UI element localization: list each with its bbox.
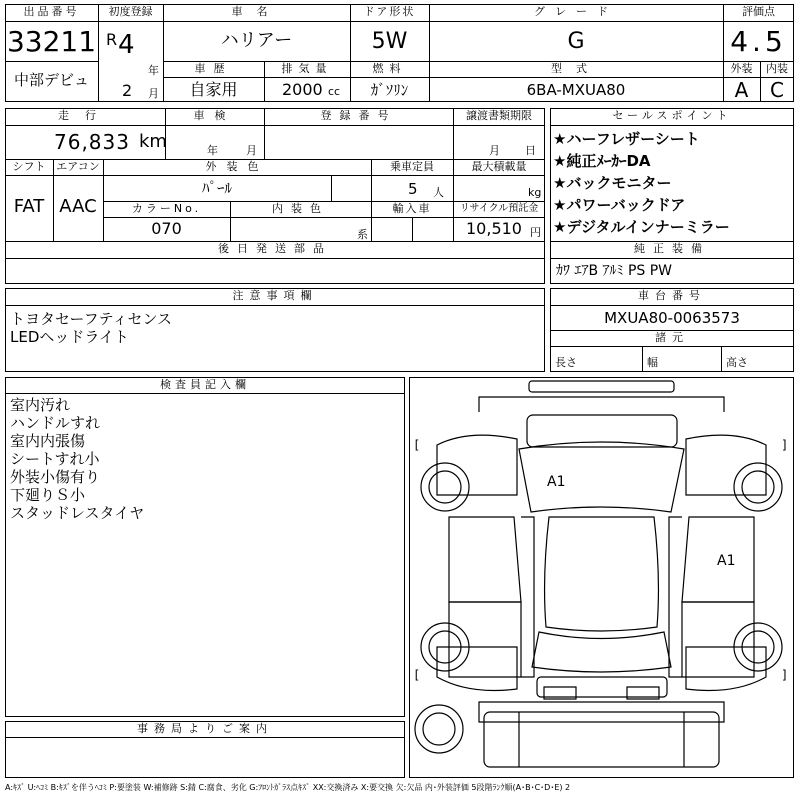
front-left-wheel-inner — [429, 471, 461, 503]
legend: A:ｷｽﾞ U:ﾍｺﾐ B:ｷｽﾞを伴うﾍｺﾐ P:要塗装 W:補修跡 S:錆 C:腐食、劣化 G:ﾌﾛﾝﾄｶﾞﾗｽ点ｷｽﾞ XX:交換済み X:要交換 欠:欠品 内･外装評価 5段階ﾗﾝｸ順(A･B･C･D･E) 2 — [5, 783, 571, 792]
inspector-line: 外装小傷有り — [10, 468, 101, 486]
bracket-rear-right: ] — [781, 668, 789, 682]
inspector-line: 室内汚れ — [10, 396, 71, 414]
recycle-unit: 円 — [530, 226, 541, 239]
era: R — [106, 30, 118, 49]
notes-label: 注意事項欄 — [232, 289, 318, 302]
reg-year: 4 — [118, 30, 135, 60]
score-label: 評価点 — [742, 5, 775, 18]
exterior-label: 外装 — [730, 62, 753, 75]
transfer-day-unit: 日 — [525, 144, 536, 157]
sales-point: ★純正ﾒｰｶｰDA — [553, 152, 651, 170]
month-unit: 月 — [148, 87, 159, 100]
front-right-fender — [686, 435, 766, 495]
windshield — [519, 442, 684, 512]
width-label: 幅 — [647, 356, 658, 369]
import-label: 輸入車 — [392, 202, 432, 215]
divider — [5, 21, 98, 22]
debut-label: 中部デビュ — [13, 71, 89, 89]
history-label: 車歴 — [194, 62, 233, 75]
car-name-label: 車名 — [231, 5, 282, 18]
hood-outline — [479, 397, 724, 412]
inspector-label: 検査員記入欄 — [160, 378, 250, 391]
capacity-unit: 人 — [433, 186, 444, 199]
divider — [5, 393, 405, 394]
roof — [545, 517, 659, 631]
sales-points-label: セールスポイント — [612, 109, 732, 122]
lot-label: 出品番号 — [23, 5, 80, 18]
transfer-label: 譲渡書類期限 — [466, 109, 532, 122]
lot-number: 33211 — [6, 25, 97, 58]
inspector-line: シートすれ小 — [10, 450, 100, 468]
bracket-front-right: ] — [781, 438, 789, 452]
divider — [5, 258, 545, 259]
notes-list — [10, 310, 172, 346]
bracket-front-left: [ — [413, 438, 421, 452]
capacity-label: 乗車定員 — [390, 160, 434, 173]
color-no: 070 — [151, 219, 182, 238]
spare-wheel-inner — [423, 713, 455, 745]
damage-mark-right-door: A1 — [717, 553, 736, 569]
chassis-number: MXUA80-0063573 — [604, 309, 740, 327]
inspector-list — [10, 396, 144, 522]
sales-point: ★バックモニター — [553, 174, 672, 192]
ac-label: エアコン — [56, 160, 100, 173]
divider — [5, 305, 545, 306]
reg-no-label: 登録番号 — [320, 109, 397, 122]
equipment-value: ｶﾜ ｴｱB ｱﾙﾐ PS PW — [556, 263, 673, 279]
divider — [98, 21, 794, 22]
underbody-line — [519, 712, 684, 767]
transfer-month-unit: 月 — [489, 144, 500, 157]
left-front-door — [449, 517, 521, 602]
mileage-unit: km — [139, 131, 167, 152]
max-load-unit: kg — [528, 186, 542, 199]
sales-point: ★パワーバックドア — [553, 196, 686, 214]
car-name: ハリアー — [220, 30, 293, 51]
ac: AAC — [59, 196, 97, 217]
inspector-line: 下廻りＳ小 — [10, 486, 86, 504]
model: 6BA-MXUA80 — [526, 81, 626, 99]
sales-points-list — [553, 128, 730, 238]
note-line: LEDヘッドライト — [10, 328, 129, 346]
history: 自家用 — [189, 80, 238, 99]
shift-label: シフト — [12, 160, 46, 173]
year-unit: 年 — [148, 64, 159, 77]
door-label: ドア形状 — [363, 5, 416, 18]
divider — [5, 737, 405, 738]
int-color-unit: 系 — [357, 228, 368, 241]
interior-grade: C — [770, 78, 784, 102]
divider — [721, 346, 722, 372]
sales-point: ★デジタルインナーミラー — [553, 218, 730, 236]
divider — [103, 217, 545, 218]
recycle: 10,510 — [466, 219, 522, 238]
dims-label: 諸元 — [655, 331, 689, 344]
office-label: 事務局よりご案内 — [137, 722, 273, 735]
divider — [550, 346, 794, 347]
divider — [642, 346, 643, 372]
equipment-label: 純正装備 — [634, 242, 710, 255]
divider — [550, 258, 794, 259]
rear-window — [532, 632, 671, 672]
length-label: 長さ — [555, 356, 577, 369]
displacement-label: 排気量 — [281, 62, 333, 75]
front-left-fender — [437, 435, 517, 495]
divider — [550, 125, 794, 126]
exterior-grade: A — [734, 78, 749, 102]
grade: G — [567, 29, 585, 54]
inspection-label: 車検 — [193, 109, 236, 122]
color-no-label: カラーNo. — [131, 202, 202, 215]
divider — [5, 175, 545, 176]
front-bumper — [529, 381, 674, 392]
int-color-label: 内装色 — [272, 202, 329, 215]
later-parts-label: 後日発送部品 — [218, 242, 332, 255]
ext-color-label: 外装色 — [205, 160, 269, 173]
fuel-label: 燃料 — [372, 62, 407, 75]
divider — [5, 125, 545, 126]
divider — [412, 217, 413, 241]
height-label: 高さ — [726, 356, 748, 369]
divider — [5, 61, 98, 62]
damage-mark-hood: A1 — [547, 474, 566, 490]
mileage-label: 走行 — [58, 109, 112, 122]
model-label: 型式 — [551, 62, 601, 75]
bracket-rear-left: [ — [413, 668, 421, 682]
inspector-line: スタッドレスタイヤ — [10, 504, 145, 522]
displacement-unit: cc — [328, 85, 341, 98]
fuel: ｶﾞｿﾘﾝ — [370, 81, 409, 99]
divider — [163, 77, 723, 78]
first-reg-label: 初度登録 — [108, 5, 153, 18]
displacement: 2000 — [282, 80, 323, 99]
car-diagram — [409, 377, 794, 778]
right-side-line — [669, 517, 682, 677]
divider — [550, 305, 794, 306]
shift: FAT — [13, 196, 45, 217]
front-right-wheel-inner — [742, 471, 774, 503]
reg-month: 2 — [122, 81, 133, 100]
capacity: 5 — [408, 180, 418, 198]
ext-color: ﾊﾟｰﾙ — [201, 179, 232, 197]
inspector-line: ハンドルすれ — [10, 414, 101, 432]
insp-year-unit: 年 — [207, 144, 218, 157]
door: 5W — [371, 29, 408, 54]
insp-month-unit: 月 — [246, 144, 257, 157]
interior-label: 内装 — [766, 62, 788, 75]
divider — [331, 175, 332, 201]
inspector-line: 室内内張傷 — [10, 432, 86, 450]
note-line: トヨタセーフティセンス — [10, 310, 173, 328]
front-left-wheel — [421, 463, 469, 511]
chassis-label: 車台番号 — [638, 289, 706, 302]
score: 4.5 — [730, 25, 787, 58]
spare-wheel — [415, 705, 463, 753]
sales-point: ★ハーフレザーシート — [553, 130, 700, 148]
max-load-label: 最大積載量 — [471, 160, 527, 173]
mileage: 76,833 — [54, 130, 130, 154]
grade-label: グレード — [534, 5, 618, 18]
front-right-wheel — [734, 463, 782, 511]
recycle-label: リサイクル預託金 — [459, 203, 539, 214]
left-side-line — [521, 517, 534, 677]
